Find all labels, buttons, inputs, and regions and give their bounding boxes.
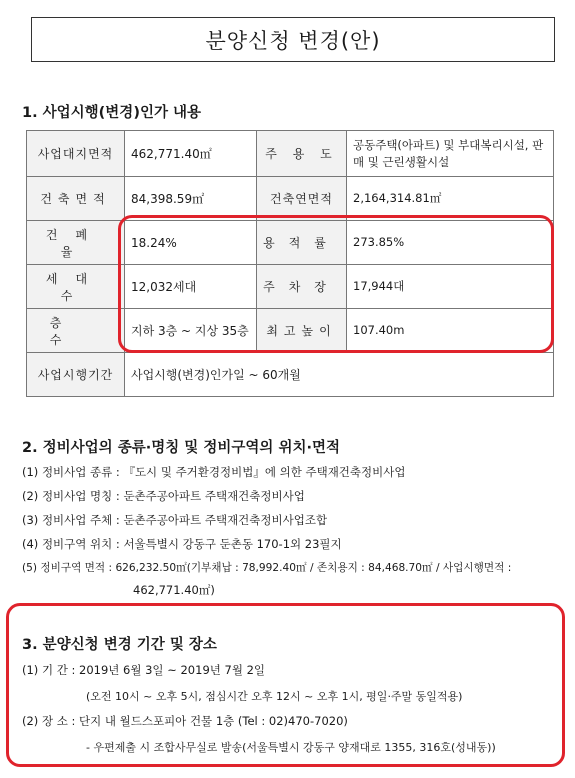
section2-heading: 2. 정비사업의 종류·명칭 및 정비구역의 위치·면적 <box>22 440 340 456</box>
value-households: 12,032세대 <box>125 265 257 309</box>
label-parking: 주차장 <box>257 265 347 309</box>
value-building-area: 84,398.59㎡ <box>125 177 257 221</box>
value-floors: 지하 3층 ~ 지상 35층 <box>125 309 257 353</box>
value-total-floor-area: 2,164,314.81㎡ <box>347 177 554 221</box>
highlight-box-ratios <box>118 215 554 353</box>
label-main-use: 주 용 도 <box>257 131 347 177</box>
list-item: (4) 정비구역 위치 : 서울특별시 강동구 둔촌동 170-1외 23필지 <box>22 537 342 551</box>
list-item-continued: 462,771.40㎡) <box>133 583 215 597</box>
list-item-continued: (오전 10시 ~ 오후 5시, 점심시간 오후 12시 ~ 오후 1시, 평일·주말 동일적용) <box>86 690 463 703</box>
list-item: (5) 정비구역 면적 : 626,232.50㎡(기부채납 : 78,992.40㎡ / 존치용지 : 84,468.70㎡ / 사업시행면적 : <box>22 562 512 574</box>
label-total-floor-area: 건축연면적 <box>257 177 347 221</box>
page-title: 분양신청 변경(안) <box>31 17 555 62</box>
list-item-continued: - 우편제출 시 조합사무실로 발송(서울특별시 강동구 양재대로 1355, 316호(성내동)) <box>86 741 496 754</box>
value-max-height: 107.40m <box>347 309 554 353</box>
label-households: 세대수 <box>27 265 125 309</box>
table-row <box>27 131 554 177</box>
label-site-area: 사업대지면적 <box>27 131 125 177</box>
value-site-area: 462,771.40㎡ <box>125 131 257 177</box>
label-coverage-ratio: 건폐율 <box>27 221 125 265</box>
value-coverage-ratio: 18.24% <box>125 221 257 265</box>
list-item: (3) 정비사업 주체 : 둔촌주공아파트 주택재건축정비사업조합 <box>22 513 328 527</box>
label-floors: 층수 <box>27 309 125 353</box>
value-project-period: 사업시행(변경)인가일 ~ 60개월 <box>125 353 554 397</box>
list-item: (1) 기 간 : 2019년 6월 3일 ~ 2019년 7월 2일 <box>22 663 266 677</box>
table-row <box>27 177 554 221</box>
section1-heading: 1. 사업시행(변경)인가 내용 <box>22 105 202 121</box>
value-parking: 17,944대 <box>347 265 554 309</box>
list-item: (2) 정비사업 명칭 : 둔촌주공아파트 주택재건축정비사업 <box>22 489 305 503</box>
label-project-period: 사업시행기간 <box>27 353 125 397</box>
list-item: (2) 장 소 : 단지 내 월드스포피아 건물 1층 (Tel : 02)470-7020) <box>22 714 348 728</box>
table-row <box>27 353 554 397</box>
label-floor-area-ratio: 용적률 <box>257 221 347 265</box>
section3-heading: 3. 분양신청 변경 기간 및 장소 <box>22 637 217 653</box>
list-item: (1) 정비사업 종류 : 『도시 및 주거환경정비법』에 의한 주택재건축정비사업 <box>22 465 406 479</box>
label-max-height: 최고높이 <box>257 309 347 353</box>
value-main-use: 공동주택(아파트) 및 부대복리시설, 판매 및 근린생활시설 <box>347 131 554 177</box>
label-building-area: 건축면적 <box>27 177 125 221</box>
value-floor-area-ratio: 273.85% <box>347 221 554 265</box>
